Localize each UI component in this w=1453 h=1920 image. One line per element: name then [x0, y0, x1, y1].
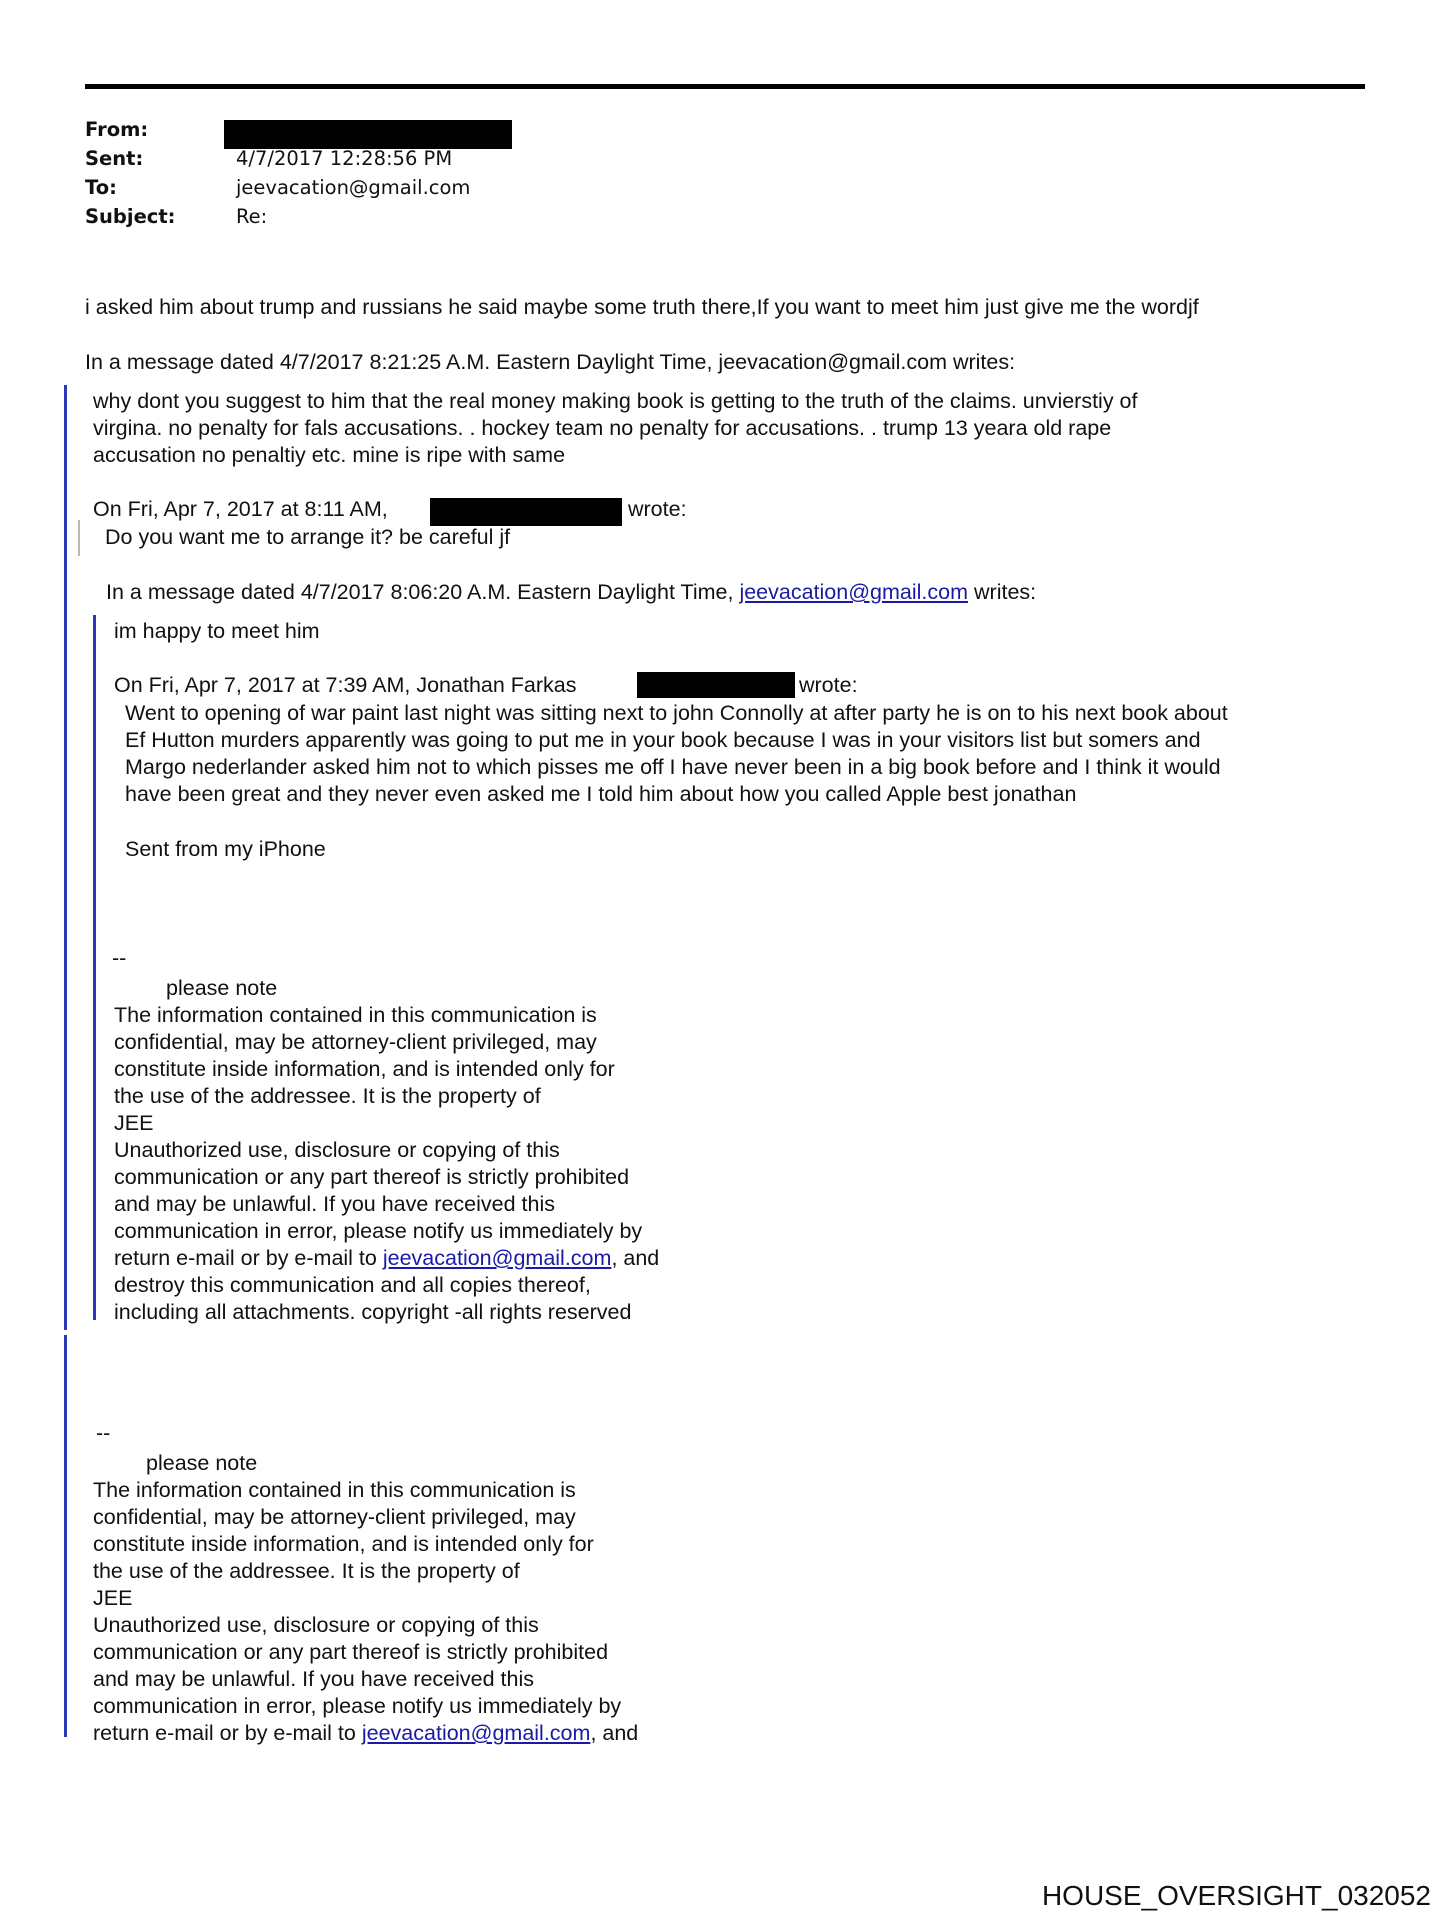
quote-bar-level-1 [64, 385, 67, 1330]
bates-number: HOUSE_OVERSIGHT_032052 [1041, 1880, 1431, 1911]
redacted-sender [224, 120, 512, 149]
disclaimer-line: communication in error, please notify us immediately by [114, 1219, 643, 1243]
disclaimer-line: JEE [114, 1111, 154, 1135]
disclaimer-line: and may be unlawful. If you have received this [93, 1667, 535, 1691]
disclaimer-line: Unauthorized use, disclosure or copying of this [114, 1138, 560, 1162]
to-value: jeevacation@gmail.com [236, 176, 471, 199]
disclaimer-line: constitute inside information, and is intended only for [114, 1057, 615, 1081]
sent-label: Sent: [85, 147, 144, 170]
reply-text: i asked him about trump and russians he said maybe some truth there,If you want to meet him just give me the wordjf [85, 295, 1199, 319]
redacted-sender [430, 498, 622, 526]
quote4-line: Went to opening of war paint last night was sitting next to john Connolly at after party he is on to his next book about [125, 701, 1228, 725]
disclaimer-email-line [93, 1720, 638, 1747]
subject-label: Subject: [85, 205, 176, 228]
sent-value: 4/7/2017 12:28:56 PM [236, 147, 453, 170]
disclaimer-please-note: please note [166, 976, 278, 1000]
header-divider [85, 84, 1365, 89]
disclaimer-line: JEE [93, 1586, 133, 1610]
disclaimer-line: confidential, may be attorney-client privileged, may [93, 1505, 576, 1529]
quote2-line: Do you want me to arrange it? be careful jf [105, 525, 511, 549]
disclaimer-line: The information contained in this communication is [114, 1003, 597, 1027]
disclaimer-line: the use of the addressee. It is the property of [114, 1084, 541, 1108]
intro-3-prefix: In a message dated 4/7/2017 8:06:20 A.M. Eastern Daylight Time, [106, 580, 734, 604]
email-line-prefix: return e-mail or by e-mail to [114, 1246, 377, 1270]
disclaimer-line: destroy this communication and all copies thereof, [114, 1273, 591, 1297]
intro-3-suffix: writes: [974, 580, 1037, 604]
disclaimer-line: The information contained in this communication is [93, 1478, 576, 1502]
quote3-line: im happy to meet him [114, 619, 320, 643]
quote4-signature: Sent from my iPhone [125, 837, 326, 861]
disclaimer-line: communication or any part thereof is strictly prohibited [93, 1640, 609, 1664]
attribution-4-suffix: wrote: [799, 673, 858, 697]
to-label: To: [85, 176, 117, 199]
quote4-line: Margo nederlander asked him not to which pisses me off I have never been in a big book before and I think it would [125, 755, 1221, 779]
disclaimer-line: Unauthorized use, disclosure or copying of this [93, 1613, 539, 1637]
email-line-prefix: return e-mail or by e-mail to [93, 1721, 356, 1745]
attribution-2-prefix: On Fri, Apr 7, 2017 at 8:11 AM, [93, 497, 388, 521]
disclaimer-dashes: -- [96, 1421, 111, 1445]
email-link[interactable]: jeevacation@gmail.com [361, 1721, 591, 1745]
disclaimer-line: including all attachments. copyright -all rights reserved [114, 1300, 632, 1324]
disclaimer-line: communication in error, please notify us immediately by [93, 1694, 622, 1718]
disclaimer-dashes: -- [112, 946, 127, 970]
disclaimer-line: the use of the addressee. It is the property of [93, 1559, 520, 1583]
disclaimer-line: confidential, may be attorney-client privileged, may [114, 1030, 597, 1054]
quote-bar-level-3 [93, 615, 96, 1320]
email-line-suffix: , and [611, 1246, 660, 1270]
quote-bar-level-2 [78, 520, 80, 556]
attribution-4-prefix: On Fri, Apr 7, 2017 at 7:39 AM, Jonathan Farkas [114, 673, 577, 697]
email-link[interactable]: jeevacation@gmail.com [739, 580, 969, 604]
quote-intro-1: In a message dated 4/7/2017 8:21:25 A.M. Eastern Daylight Time, jeevacation@gmail.com writes: [85, 350, 1016, 374]
disclaimer-email-line [114, 1245, 659, 1272]
email-line-suffix: , and [590, 1721, 639, 1745]
disclaimer-please-note: please note [146, 1451, 258, 1475]
quote4-line: Ef Hutton murders apparently was going to put me in your book because I was in your visitors list but somers and [125, 728, 1201, 752]
quote1-line: why dont you suggest to him that the real money making book is getting to the truth of the claims. unvierstiy of [93, 389, 1138, 413]
disclaimer-line: and may be unlawful. If you have received this [114, 1192, 556, 1216]
email-link[interactable]: jeevacation@gmail.com [382, 1246, 612, 1270]
disclaimer-line: communication or any part thereof is strictly prohibited [114, 1165, 630, 1189]
quote-intro-3 [106, 579, 1036, 606]
from-label: From: [85, 118, 149, 141]
quote4-line: have been great and they never even asked me I told him about how you called Apple best jonathan [125, 782, 1077, 806]
redacted-sender [637, 672, 795, 698]
subject-value: Re: [236, 205, 268, 228]
disclaimer-line: constitute inside information, and is intended only for [93, 1532, 594, 1556]
quote1-line: virgina. no penalty for fals accusations. . hockey team no penalty for accusations. . trump 13 yeara old rape [93, 416, 1112, 440]
quote-bar-level-1-lower [64, 1335, 67, 1737]
attribution-2-suffix: wrote: [628, 497, 687, 521]
quote1-line: accusation no penaltiy etc. mine is ripe with same [93, 443, 566, 467]
